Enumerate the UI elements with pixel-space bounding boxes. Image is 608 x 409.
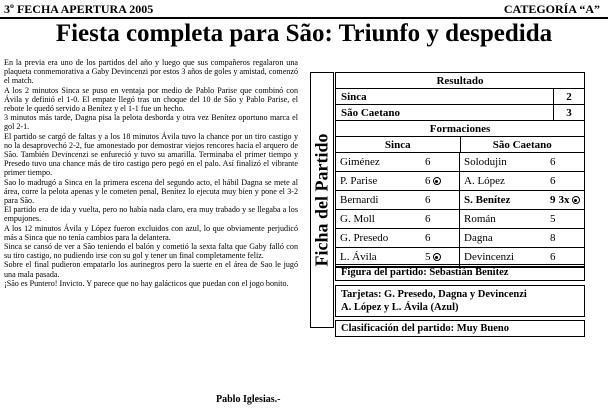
resultado-title: Resultado [336, 73, 584, 89]
left-player [336, 191, 460, 209]
left-player [336, 172, 460, 190]
clasificacion-box: Clasificación del partido: Muy Bueno [335, 320, 585, 337]
categoria-label: CATEGORÍA “A” [503, 2, 600, 16]
result-row [336, 105, 584, 121]
player-row [336, 191, 584, 210]
player-row [336, 210, 584, 229]
article-body [4, 58, 298, 288]
rating-value: 8 [550, 232, 556, 244]
player-rating [425, 229, 459, 247]
player-name: G. Moll [340, 213, 375, 225]
player-rating [550, 191, 584, 209]
result-team: São Caetano [336, 105, 554, 120]
result-score: 2 [566, 91, 572, 103]
tarjetas-line-1: Tarjetas: G. Presedo, Dagna y Devincenzi [341, 289, 527, 300]
player-rating [425, 153, 459, 171]
soccer-ball-icon [572, 196, 580, 204]
player-name: A. López [464, 175, 505, 187]
player-name: Solodujin [464, 156, 507, 168]
right-player [460, 153, 584, 171]
soccer-ball-icon [433, 253, 441, 261]
ficha-label-box [310, 72, 334, 328]
team-left-header: Sinca [336, 137, 461, 152]
rating-value: 6 [425, 175, 431, 187]
player-row [336, 229, 584, 248]
left-player [336, 210, 460, 228]
goals-count: 3x [558, 194, 570, 206]
figura-box: Figura del partido: Sebastián Benítez [335, 264, 585, 281]
rating-value: 6 [425, 194, 431, 206]
rating-value: 9 [550, 194, 556, 206]
right-player [460, 229, 584, 247]
tarjetas-box [335, 285, 585, 317]
article-paragraph: Sao lo madrugó a Sinca en la primera escena del segundo acto, el hábil Dagna se mete al área, corre la pelota apenas y le cometen penal, Benítez lo ejecuta muy bien y pone el 3-2 para São. [4, 177, 298, 206]
article-paragraph: En la previa era uno de los partidos del año y luego que sus compañeros regalaron una plaqueta conmemorativa a Gaby Devincenzi por estos 3 años de goles y amistad, comenzó el match. [4, 58, 298, 86]
right-player [460, 172, 584, 190]
article-paragraph: El partido se cargó de faltas y a los 18 minutos Ávila tuvo la chance por un tiro castigo y no la desaprovechó 2-2, fue amonestado por demostrar viejos rencores hacia el arquero de São. También Devincenzi se enfureció y tuvo su amarilla. Terminaba el primer tiempo y Presedo tuvo una chance más de tiro castigo pero pegó en el palo. Así finalizó el vibrante primer tiempo. [4, 131, 298, 178]
match-panel [335, 72, 585, 268]
result-row [336, 89, 584, 105]
article-paragraph: A los 2 minutos Sinca se puso en ventaja por medio de Pablo Parise que combinó con Ávila y definió el 1-0. El empate llegó tras un choque del 10 de São y Pablo Parise, el rebote le quedó servido a Benítez y el 1-1 fue un hecho. [4, 85, 298, 114]
player-name: P. Parise [340, 175, 378, 187]
rating-value: 6 [425, 213, 431, 225]
rating-value: 6 [550, 251, 556, 263]
player-name: Bernardi [340, 194, 379, 206]
rating-value: 6 [425, 156, 431, 168]
player-name: Giménez [340, 156, 380, 168]
player-rating [550, 172, 584, 190]
player-row [336, 153, 584, 172]
rating-value: 6 [550, 175, 556, 187]
article-paragraph: 3 minutos más tarde, Dagna pisa la pelota desborda y otra vez Benítez oportuno marca el gol 2-1. [4, 113, 298, 132]
player-rating [425, 191, 459, 209]
formaciones-title: Formaciones [336, 121, 584, 137]
player-name: Dagna [464, 232, 493, 244]
player-rating [550, 153, 584, 171]
player-name: G. Presedo [340, 232, 389, 244]
fecha-label: 3º FECHA APERTURA 2005 [4, 2, 154, 16]
author-signature: Pablo Iglesias.- [216, 394, 281, 405]
formaciones-header [336, 137, 584, 153]
result-score: 3 [566, 107, 572, 119]
rating-value: 5 [425, 251, 431, 263]
left-player [336, 229, 460, 247]
tarjetas-line-2: A. López y L. Ávila (Azul) [341, 302, 459, 313]
players-list [336, 153, 584, 267]
headline: Fiesta completa para São: Triunfo y despedida [55, 20, 553, 47]
rating-value: 5 [550, 213, 556, 225]
article-paragraph: Sinca se cansó de ver a São teniendo el balón y cometió la sexta falta que Gaby falló con su tiro castigo, no pudiendo irse con su gol y tener un final completamente feliz. [4, 242, 298, 261]
article-paragraph: A los 12 minutos Ávila y López fueron excluidos con azul, lo que obviamente perjudicó más a Sinca que no tenía cambios para la delantera. [4, 223, 298, 242]
article-paragraph: ¡São es Puntero! Invicto. Y parece que no hay galácticos que puedan con el jogo bonito. [4, 278, 289, 288]
rating-value: 6 [425, 232, 431, 244]
team-right-header: São Caetano [492, 139, 552, 151]
player-rating [425, 172, 459, 190]
player-rating [550, 210, 584, 228]
player-name: L. Ávila [340, 251, 377, 263]
player-name: S. Benítez [464, 194, 511, 206]
player-rating [425, 210, 459, 228]
ficha-vertical-label: Ficha del Partido [311, 133, 332, 267]
soccer-ball-icon [433, 177, 441, 185]
player-name: Devincenzi [464, 251, 515, 263]
article-paragraph: Sobre el final pudieron empatarlo los aurinegros pero la suerte en el área de Sao le jugó una mala pasada. [4, 260, 298, 279]
left-player [336, 153, 460, 171]
player-rating [550, 229, 584, 247]
article-paragraph: El partido era de ida y vuelta, pero no había nada claro, era muy trabado y se llegaba a los empujones. [4, 205, 298, 224]
player-name: Román [464, 213, 496, 225]
rating-value: 6 [550, 156, 556, 168]
right-player [460, 191, 584, 209]
right-player [460, 210, 584, 228]
player-row [336, 172, 584, 191]
result-team: Sinca [336, 89, 554, 104]
